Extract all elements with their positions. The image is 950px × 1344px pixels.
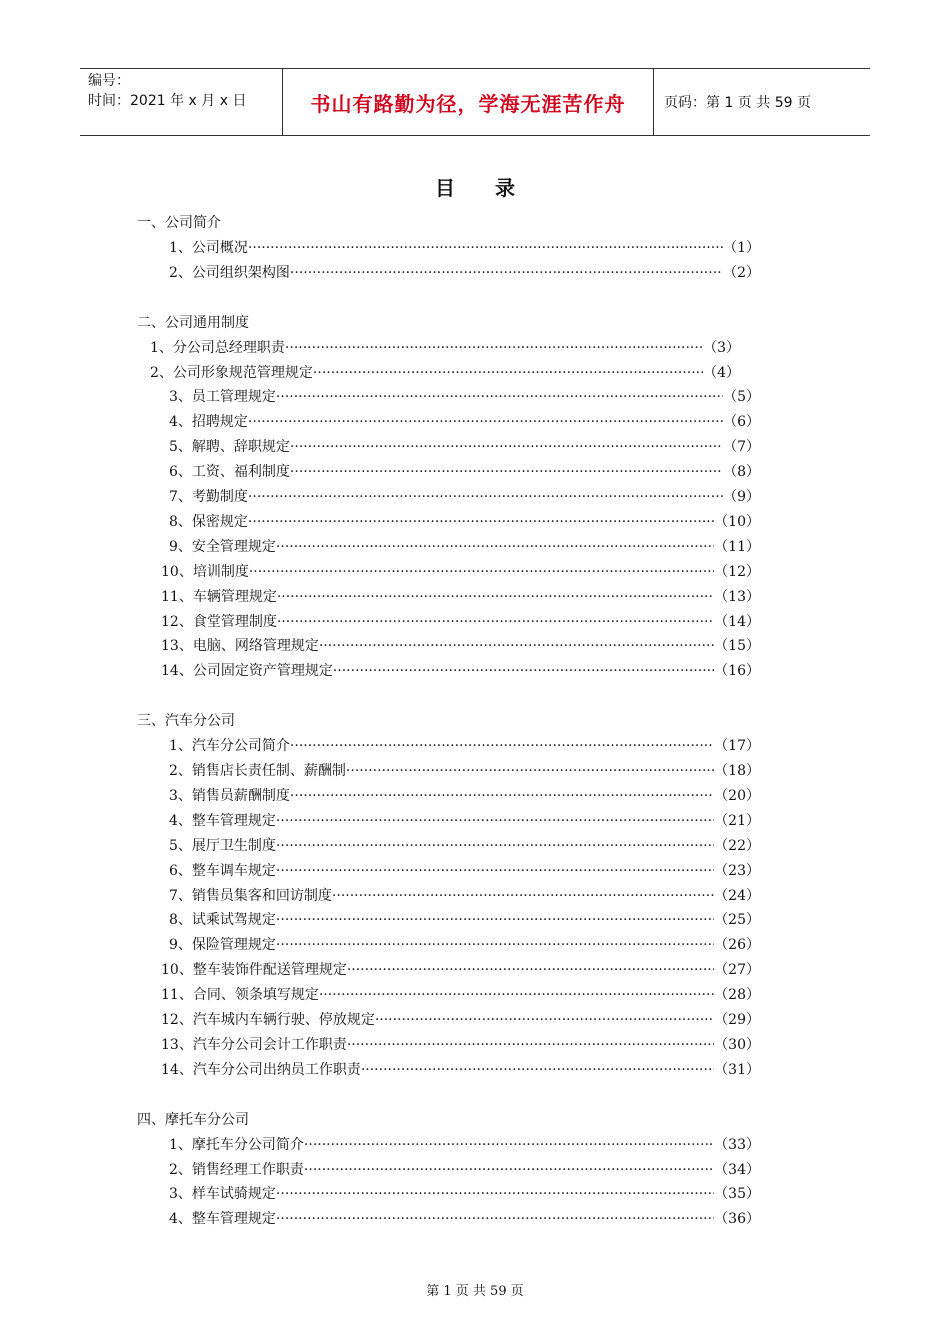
toc-entry[interactable]: [161, 635, 760, 657]
dot-leader: [276, 386, 723, 408]
dot-leader: [361, 1059, 714, 1081]
toc-entry-page-number: （31）: [714, 1061, 760, 1078]
toc-entry[interactable]: [161, 611, 760, 633]
toc-section-heading: 四、摩托车分公司: [137, 1111, 249, 1128]
dot-leader: [248, 511, 714, 533]
toc-entry-page-number: （12）: [714, 563, 760, 580]
header-motto: 书山有路勤为径，学海无涯苦作舟: [282, 69, 654, 135]
toc-entry-page-number: （14）: [714, 613, 760, 630]
toc-entry-page-number: （2）: [723, 264, 760, 281]
toc-section-heading: 三、汽车分公司: [137, 713, 235, 730]
toc-entry-page-number: （24）: [714, 887, 760, 904]
toc-entry-label: 2、销售店长责任制、薪酬制: [169, 763, 346, 779]
toc-entry[interactable]: [169, 386, 760, 408]
toc-entry[interactable]: [161, 1034, 760, 1056]
toc-entry-label: 5、展厅卫生制度: [169, 837, 276, 854]
dot-leader: [277, 611, 714, 633]
toc-entry[interactable]: [169, 785, 760, 807]
toc-title: 目录: [435, 176, 555, 200]
toc-entry-page-number: （30）: [714, 1036, 760, 1053]
toc-entry-label: 1、公司概况: [169, 239, 248, 256]
toc-entry-page-number: （1）: [723, 239, 760, 256]
dot-leader: [249, 561, 714, 583]
toc-entry[interactable]: [169, 735, 760, 757]
toc-entry-label: 5、解聘、辞职规定: [169, 439, 290, 456]
header-page-info: 页码：第 1 页 共 59 页: [664, 95, 811, 111]
toc-entry-page-number: （21）: [714, 812, 760, 829]
toc-entry-label: 13、汽车分公司会计工作职责: [161, 1036, 347, 1053]
toc-entry-page-number: （15）: [714, 638, 760, 655]
toc-entry-page-number: （23）: [714, 862, 760, 879]
toc-entry-label: 6、工资、福利制度: [169, 464, 290, 481]
toc-entry-page-number: （25）: [714, 912, 760, 929]
dot-leader: [276, 860, 714, 882]
dot-leader: [276, 934, 714, 956]
toc-entry-page-number: （6）: [723, 414, 760, 431]
toc-entry[interactable]: [169, 810, 760, 832]
dot-leader: [276, 835, 714, 857]
dot-leader: [304, 1134, 714, 1156]
toc-entry-page-number: （7）: [723, 439, 760, 456]
toc-entry[interactable]: [169, 909, 760, 931]
toc-entry[interactable]: [169, 411, 760, 433]
toc-entry-page-number: （36）: [714, 1211, 760, 1228]
toc-entry-label: 7、考勤制度: [169, 489, 248, 505]
toc-entry-label: 12、食堂管理制度: [161, 613, 277, 630]
dot-leader: [248, 237, 723, 259]
toc-entry-page-number: （28）: [714, 987, 760, 1004]
dot-leader: [290, 436, 723, 458]
toc-entry-label: 2、公司组织架构图: [169, 264, 290, 281]
dot-leader: [276, 1208, 714, 1230]
toc-entry[interactable]: [161, 561, 760, 583]
toc-entry[interactable]: [161, 1009, 760, 1031]
dot-leader: [319, 984, 714, 1006]
toc-section-heading: 二、公司通用制度: [137, 314, 249, 331]
page-header: [80, 68, 870, 136]
toc-entry-page-number: （10）: [714, 513, 760, 530]
dot-leader: [304, 1159, 714, 1181]
dot-leader: [248, 411, 723, 433]
toc-entry-page-number: （9）: [723, 489, 760, 505]
dot-leader: [276, 909, 714, 931]
toc-entry-label: 11、合同、领条填写规定: [161, 987, 319, 1004]
toc-entry-page-number: （13）: [714, 588, 760, 605]
toc-entry[interactable]: [169, 237, 760, 259]
dot-leader: [332, 885, 714, 907]
document-time-label: 时间：2021 年 x 月 x 日: [88, 93, 247, 109]
toc-entry-label: 14、汽车分公司出纳员工作职责: [161, 1061, 361, 1078]
toc-entry-label: 1、分公司总经理职责: [150, 339, 285, 356]
toc-entry[interactable]: [169, 436, 760, 458]
dot-leader: [346, 760, 714, 782]
dot-leader: [285, 337, 703, 359]
toc-entry[interactable]: [161, 1059, 760, 1081]
toc-entry[interactable]: [169, 934, 760, 956]
toc-entry-page-number: （11）: [714, 538, 760, 555]
dot-leader: [277, 586, 714, 608]
toc-entry-label: 14、公司固定资产管理规定: [161, 663, 333, 680]
toc-entry[interactable]: [169, 1208, 760, 1230]
toc-entry-page-number: （18）: [714, 763, 760, 779]
dot-leader: [276, 1183, 714, 1205]
toc-entry-label: 6、整车调车规定: [169, 862, 276, 879]
toc-entry-label: 10、整车装饰件配送管理规定: [161, 962, 347, 979]
toc-entry[interactable]: [150, 337, 740, 359]
toc-entry[interactable]: [169, 486, 760, 508]
toc-entry-label: 3、员工管理规定: [169, 389, 276, 406]
toc-entry-page-number: （8）: [723, 464, 760, 481]
toc-entry-label: 11、车辆管理规定: [161, 588, 277, 605]
toc-section-heading: 一、公司简介: [137, 215, 221, 231]
dot-leader: [276, 810, 714, 832]
toc-entry-page-number: （26）: [714, 937, 760, 954]
toc-entry-label: 13、电脑、网络管理规定: [161, 638, 319, 655]
toc-entry-label: 2、公司形象规范管理规定: [150, 364, 313, 381]
toc-entry[interactable]: [169, 1159, 760, 1181]
toc-entry[interactable]: [161, 984, 760, 1006]
toc-entry-label: 7、销售员集客和回访制度: [169, 887, 332, 904]
toc-entry-label: 4、整车管理规定: [169, 1211, 276, 1228]
toc-entry-page-number: （4）: [703, 364, 740, 381]
toc-entry-label: 8、保密规定: [169, 513, 248, 530]
toc-entry[interactable]: [169, 835, 760, 857]
dot-leader: [347, 959, 714, 981]
toc-entry-label: 12、汽车城内车辆行驶、停放规定: [161, 1012, 375, 1028]
dot-leader: [276, 536, 714, 558]
toc-entry[interactable]: [169, 885, 760, 907]
toc-entry[interactable]: [169, 511, 760, 533]
toc-entry-label: 10、培训制度: [161, 563, 249, 580]
toc-entry[interactable]: [169, 536, 760, 558]
toc-entry-page-number: （33）: [714, 1136, 760, 1153]
toc-entry[interactable]: [169, 760, 760, 782]
toc-entry-page-number: （16）: [714, 663, 760, 680]
dot-leader: [375, 1009, 714, 1031]
page-footer: 第 1 页 共 59 页: [426, 1284, 524, 1299]
toc-entry-page-number: （29）: [714, 1012, 760, 1028]
toc-entry-page-number: （35）: [714, 1186, 760, 1203]
toc-entry-label: 8、试乘试驾规定: [169, 912, 276, 929]
toc-entry[interactable]: [161, 586, 760, 608]
toc-entry-label: 1、摩托车分公司简介: [169, 1136, 304, 1153]
dot-leader: [290, 461, 723, 483]
toc-entry[interactable]: [161, 959, 760, 981]
dot-leader: [290, 785, 714, 807]
document-number-label: 编号：: [88, 73, 130, 89]
toc-entry-page-number: （20）: [714, 787, 760, 804]
dot-leader: [290, 262, 723, 284]
dot-leader: [248, 486, 723, 508]
dot-leader: [319, 635, 714, 657]
toc-entry[interactable]: [150, 362, 740, 384]
toc-entry[interactable]: [169, 262, 760, 284]
toc-entry[interactable]: [169, 1183, 760, 1205]
toc-entry[interactable]: [169, 1134, 760, 1156]
toc-entry[interactable]: [169, 860, 760, 882]
toc-entry-page-number: （5）: [723, 389, 760, 406]
toc-entry-label: 2、销售经理工作职责: [169, 1161, 304, 1178]
toc-entry-label: 9、安全管理规定: [169, 538, 276, 555]
toc-entry-label: 3、销售员薪酬制度: [169, 787, 290, 804]
toc-entry-label: 9、保险管理规定: [169, 937, 276, 954]
toc-entry-label: 1、汽车分公司简介: [169, 738, 290, 755]
dot-leader: [313, 362, 703, 384]
toc-entry-page-number: （34）: [714, 1161, 760, 1178]
dot-leader: [290, 735, 714, 757]
toc-entry-page-number: （3）: [703, 339, 740, 356]
toc-entry-page-number: （17）: [714, 738, 760, 755]
dot-leader: [333, 660, 714, 682]
toc-entry[interactable]: [169, 461, 760, 483]
header-left-cell: [80, 69, 282, 135]
dot-leader: [347, 1034, 714, 1056]
toc-entry[interactable]: [161, 660, 760, 682]
toc-entry-label: 4、招聘规定: [169, 414, 248, 431]
toc-entry-label: 4、整车管理规定: [169, 812, 276, 829]
toc-entry-page-number: （27）: [714, 962, 760, 979]
toc-entry-page-number: （22）: [714, 837, 760, 854]
toc-entry-label: 3、样车试骑规定: [169, 1186, 276, 1203]
